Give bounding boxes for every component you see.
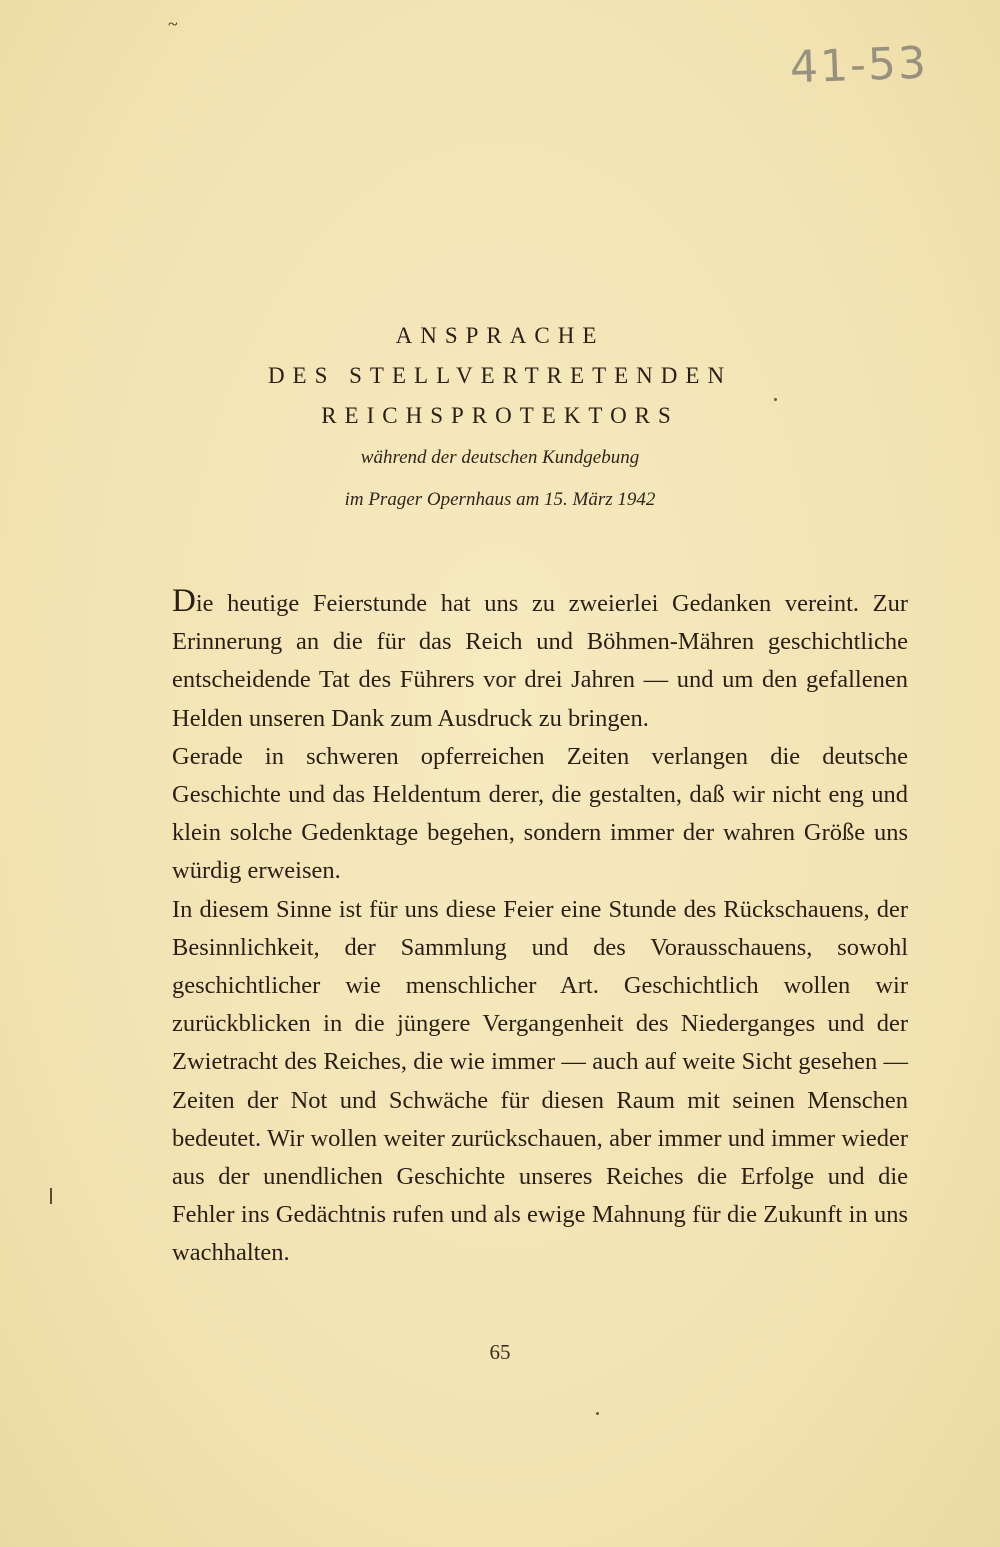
corner-mark: ~ xyxy=(168,14,178,34)
heading-subline-1: während der deutschen Kundgebung xyxy=(360,447,640,468)
heading-line-3: REICHSPROTEKTORS xyxy=(321,403,679,428)
paragraph-text: In diesem Sinne ist für uns diese Feier eine Stunde des Rückschauens, der Besinnlichkeit, der Sammlung und des Vorausschauens, sowohl geschichtlicher wie menschlicher Art. Geschichtlich wollen wir zurückblicken in die jüngere Vergangenheit des Niederganges und der Zwietracht des Reiches, die wie immer — auch auf weite Sicht gesehen — Zeiten der Not und Schwäche für diesen Raum mit seinen Menschen bedeutet. Wir wollen weiter zurückschauen, aber immer und immer wieder aus der unendlichen Geschichte unseres Reiches die Erfolge und die Fehler ins Gedächtnis rufen und als ewige Mahnung für die Zukunft in uns wachhalten. xyxy=(172,895,908,1267)
heading-line-2: DES STELLVERTRETENDEN xyxy=(267,363,733,388)
paragraph-text: Gerade in schweren opferreichen Zeiten verlangen die deutsche Geschichte und das Heldentum derer, die gestalten, daß wir nicht eng und klein solche Gedenktage begehen, sondern immer der wahren Größe uns würdig erweisen. xyxy=(172,742,908,885)
paper-speck xyxy=(774,398,777,401)
paragraph-text: ie heutige Feierstunde hat uns zu zweierlei Gedanken vereint. Zur Erinnerung an die für das Reich und Böhmen-Mähren geschichtliche entscheidende Tat des Führers vor drei Jahren — und um den gefallenen Helden unseren Dank zum Ausdruck zu bringen. xyxy=(172,590,908,732)
paragraph-2 xyxy=(172,738,908,891)
paragraph-3 xyxy=(172,891,908,1273)
speech-heading xyxy=(0,316,1000,520)
page-number: 65 xyxy=(489,1340,511,1364)
heading-subline-2: im Prager Opernhaus am 15. März 1942 xyxy=(344,489,656,510)
initial-letter: D xyxy=(172,583,196,619)
heading-line-1: ANSPRACHE xyxy=(395,323,605,348)
archive-number-handwritten: 41-53 xyxy=(789,37,929,94)
paragraph-1 xyxy=(172,582,908,738)
speech-body xyxy=(172,582,908,1273)
paper-speck xyxy=(596,1412,599,1415)
margin-mark xyxy=(50,1188,52,1204)
